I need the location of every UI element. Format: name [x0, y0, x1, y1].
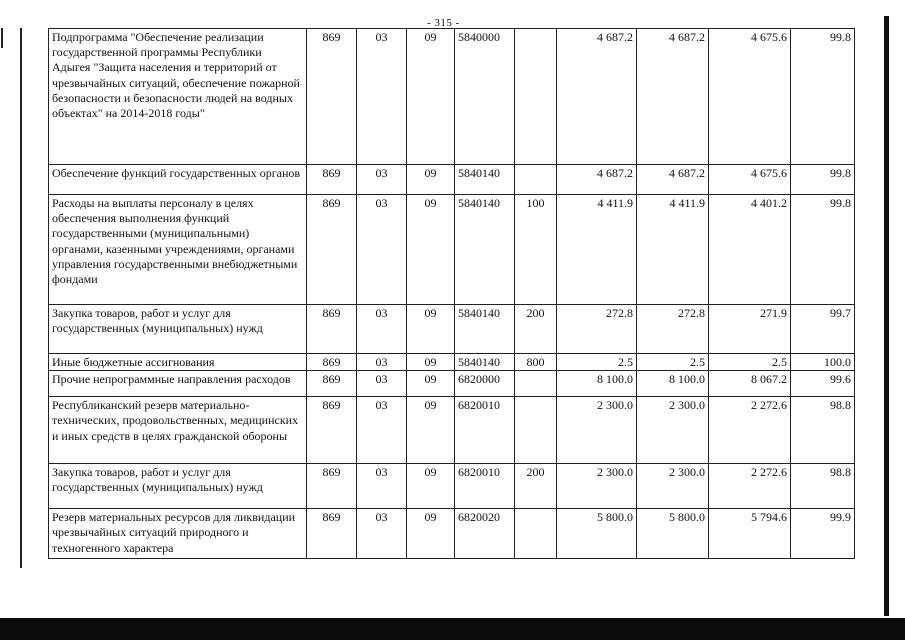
execution-percent: 100.0	[791, 354, 855, 371]
scan-edge-right	[884, 16, 889, 616]
subsection-code: 09	[407, 354, 455, 371]
section-code: 03	[357, 371, 407, 397]
table-row	[49, 29, 855, 165]
subsection-code: 09	[407, 305, 455, 354]
expense-type-code	[515, 509, 557, 559]
plan-amount: 4 411.9	[557, 195, 637, 305]
page-number: - 315 -	[427, 17, 460, 29]
executed-amount: 8 067.2	[709, 371, 791, 397]
table-row	[49, 165, 855, 195]
grbs-code: 869	[307, 464, 357, 509]
grbs-code: 869	[307, 509, 357, 559]
grbs-code: 869	[307, 195, 357, 305]
subsection-code: 09	[407, 371, 455, 397]
executed-amount: 4 675.6	[709, 165, 791, 195]
section-code: 03	[357, 305, 407, 354]
execution-percent: 99.8	[791, 165, 855, 195]
grbs-code: 869	[307, 29, 357, 165]
table-row	[49, 305, 855, 354]
executed-amount: 5 794.6	[709, 509, 791, 559]
section-code: 03	[357, 354, 407, 371]
execution-percent: 99.8	[791, 29, 855, 165]
table-row	[49, 195, 855, 305]
scan-edge-left	[20, 28, 22, 568]
specified-amount: 2.5	[637, 354, 709, 371]
section-code: 03	[357, 509, 407, 559]
target-article-code: 6820010	[455, 397, 515, 464]
execution-percent: 99.9	[791, 509, 855, 559]
grbs-code: 869	[307, 354, 357, 371]
table-row	[49, 464, 855, 509]
plan-amount: 2.5	[557, 354, 637, 371]
target-article-code: 5840140	[455, 165, 515, 195]
expense-type-code	[515, 397, 557, 464]
executed-amount: 2 272.6	[709, 397, 791, 464]
plan-amount: 5 800.0	[557, 509, 637, 559]
plan-amount: 4 687.2	[557, 29, 637, 165]
target-article-code: 6820020	[455, 509, 515, 559]
specified-amount: 2 300.0	[637, 397, 709, 464]
expense-type-code	[515, 371, 557, 397]
specified-amount: 4 687.2	[637, 165, 709, 195]
grbs-code: 869	[307, 305, 357, 354]
scan-edge-mark	[1, 28, 3, 48]
executed-amount: 271.9	[709, 305, 791, 354]
specified-amount: 272.8	[637, 305, 709, 354]
subsection-code: 09	[407, 165, 455, 195]
section-code: 03	[357, 195, 407, 305]
grbs-code: 869	[307, 397, 357, 464]
expense-type-code	[515, 29, 557, 165]
row-name: Закупка товаров, работ и услуг для государственных (муниципальных) нужд	[49, 464, 307, 509]
grbs-code: 869	[307, 371, 357, 397]
specified-amount: 5 800.0	[637, 509, 709, 559]
target-article-code: 5840140	[455, 305, 515, 354]
specified-amount: 4 687.2	[637, 29, 709, 165]
execution-percent: 98.8	[791, 397, 855, 464]
plan-amount: 272.8	[557, 305, 637, 354]
execution-percent: 98.8	[791, 464, 855, 509]
expense-type-code	[515, 165, 557, 195]
target-article-code: 6820010	[455, 464, 515, 509]
section-code: 03	[357, 29, 407, 165]
row-name: Республиканский резерв материально-технических, продовольственных, медицинских и иных средств в целях гражданской обороны	[49, 397, 307, 464]
table-row	[49, 371, 855, 397]
specified-amount: 2 300.0	[637, 464, 709, 509]
target-article-code: 5840140	[455, 195, 515, 305]
row-name: Иные бюджетные ассигнования	[49, 354, 307, 371]
plan-amount: 2 300.0	[557, 397, 637, 464]
expense-type-code: 200	[515, 464, 557, 509]
executed-amount: 2.5	[709, 354, 791, 371]
execution-percent: 99.7	[791, 305, 855, 354]
budget-table	[48, 28, 855, 559]
row-name: Резерв материальных ресурсов для ликвидации чрезвычайных ситуаций природного и техногенного характера	[49, 509, 307, 559]
executed-amount: 2 272.6	[709, 464, 791, 509]
row-name: Расходы на выплаты персоналу в целях обеспечения выполнения функций государственными (муниципальными) органами, казенными учреждениями, органами управления государственными внебюджетными фондами	[49, 195, 307, 305]
row-name: Прочие непрограммные направления расходов	[49, 371, 307, 397]
row-name: Обеспечение функций государственных органов	[49, 165, 307, 195]
table-row	[49, 397, 855, 464]
row-name: Подпрограмма "Обеспечение реализации государственной программы Республики Адыгея "Защита населения и территорий от чрезвычайных ситуаций, обеспечение пожарной безопасности и безопасности людей на водных объектах" на 2014-2018 годы"	[49, 29, 307, 165]
plan-amount: 2 300.0	[557, 464, 637, 509]
row-name: Закупка товаров, работ и услуг для государственных (муниципальных) нужд	[49, 305, 307, 354]
section-code: 03	[357, 397, 407, 464]
table-row	[49, 509, 855, 559]
budget-table-container	[48, 28, 855, 559]
subsection-code: 09	[407, 397, 455, 464]
subsection-code: 09	[407, 195, 455, 305]
plan-amount: 4 687.2	[557, 165, 637, 195]
executed-amount: 4 675.6	[709, 29, 791, 165]
table-row	[49, 354, 855, 371]
expense-type-code: 100	[515, 195, 557, 305]
section-code: 03	[357, 464, 407, 509]
target-article-code: 6820000	[455, 371, 515, 397]
target-article-code: 5840000	[455, 29, 515, 165]
subsection-code: 09	[407, 29, 455, 165]
expense-type-code: 200	[515, 305, 557, 354]
subsection-code: 09	[407, 509, 455, 559]
execution-percent: 99.6	[791, 371, 855, 397]
plan-amount: 8 100.0	[557, 371, 637, 397]
target-article-code: 5840140	[455, 354, 515, 371]
grbs-code: 869	[307, 165, 357, 195]
section-code: 03	[357, 165, 407, 195]
executed-amount: 4 401.2	[709, 195, 791, 305]
scan-edge-bottom	[0, 618, 905, 640]
subsection-code: 09	[407, 464, 455, 509]
specified-amount: 4 411.9	[637, 195, 709, 305]
expense-type-code: 800	[515, 354, 557, 371]
execution-percent: 99.8	[791, 195, 855, 305]
specified-amount: 8 100.0	[637, 371, 709, 397]
